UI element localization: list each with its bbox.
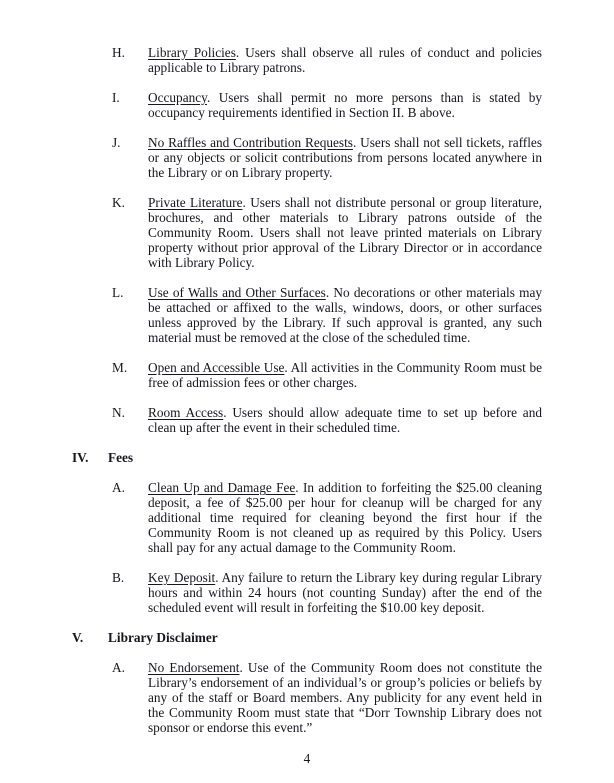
- item-title: No Raffles and Contribution Requests: [148, 135, 353, 150]
- item-title: Clean Up and Damage Fee: [148, 480, 296, 495]
- item-paragraph: [148, 285, 542, 345]
- item-paragraph: [148, 195, 542, 270]
- section-marker: IV.: [72, 450, 89, 465]
- item-marker: N.: [112, 405, 125, 420]
- item-body: . In addition to forfeiting the $25.00 cleaning deposit, a fee of $25.00 per hour for cleanup will be charged for any additional time required for cleaning beyond the first hour if the Community Room is not cleaned up as required by this Policy. Users shall pay for any actual damage to the Community Room.: [148, 480, 543, 555]
- item-body: . Users shall not distribute personal or group literature, brochures, and other materials to Library patrons outside of the Community Room. Users shall not leave printed materials on Library property without prior approval of the Library Director or in accordance with Library Policy.: [148, 195, 542, 270]
- item-marker: K.: [112, 195, 125, 210]
- item-title: Occupancy: [148, 90, 207, 105]
- disclaimer-item-a: [0, 660, 614, 735]
- item-marker: A.: [112, 660, 125, 675]
- item-marker: J.: [112, 135, 121, 150]
- policy-item-n: [0, 405, 614, 435]
- section-marker: V.: [72, 630, 84, 645]
- policy-item-l: [0, 285, 614, 345]
- section-title: Fees: [108, 450, 134, 465]
- item-paragraph: [148, 660, 542, 735]
- item-body: . Users should allow adequate time to set up before and clean up after the event in their scheduled time.: [148, 405, 542, 435]
- item-paragraph: [148, 405, 542, 435]
- item-title: Room Access: [148, 405, 224, 420]
- item-body: . No decorations or other materials may be attached or affixed to the walls, windows, doors, or other surfaces unless approved by the Library. If such approval is granted, any such material must be removed at the close of the scheduled time.: [148, 285, 542, 345]
- policy-item-h: [0, 45, 614, 75]
- item-body: . Use of the Community Room does not constitute the Library’s endorsement of an individual’s or group’s policies or beliefs by any of the staff or Board members. Any publicity for any event held in the Community Room must state that “Dorr Township Library does not sponsor or endorse this event.”: [148, 660, 542, 735]
- item-marker: A.: [112, 480, 125, 495]
- fee-item-a: [0, 480, 614, 555]
- item-paragraph: [148, 45, 542, 75]
- item-body: . Any failure to return the Library key during regular Library hours and within 24 hours (not counting Sunday) after the end of the scheduled event will result in forfeiting the $10.00 key deposit.: [148, 570, 542, 615]
- item-marker: L.: [112, 285, 124, 300]
- item-body: . Users shall not sell tickets, raffles or any objects or solicit contributions from persons located anywhere in the Library or on Library property.: [148, 135, 542, 180]
- item-paragraph: [148, 480, 542, 555]
- policy-item-m: [0, 360, 614, 390]
- fee-item-b: [0, 570, 614, 615]
- section-title: Library Disclaimer: [108, 630, 218, 645]
- section-heading-fees: [0, 450, 614, 465]
- policy-item-j: [0, 135, 614, 180]
- item-title: Open and Accessible Use: [148, 360, 285, 375]
- item-paragraph: [148, 90, 542, 120]
- item-title: Private Literature: [148, 195, 243, 210]
- item-body: . Users shall permit no more persons than is stated by occupancy requirements identified in Section II. B above.: [148, 90, 542, 120]
- item-marker: B.: [112, 570, 125, 585]
- item-paragraph: [148, 135, 542, 180]
- item-title: No Endorsement: [148, 660, 240, 675]
- item-title: Key Deposit: [148, 570, 216, 585]
- item-marker: M.: [112, 360, 128, 375]
- item-marker: H.: [112, 45, 125, 60]
- item-marker: I.: [112, 90, 120, 105]
- item-title: Use of Walls and Other Surfaces: [148, 285, 326, 300]
- item-title: Library Policies: [148, 45, 236, 60]
- item-body: . Users shall observe all rules of conduct and policies applicable to Library patrons.: [148, 45, 542, 75]
- policy-item-k: [0, 195, 614, 270]
- item-paragraph: [148, 570, 542, 615]
- page-number: 4: [303, 751, 311, 766]
- item-paragraph: [148, 360, 542, 390]
- section-heading-library-disclaimer: [0, 630, 614, 645]
- policy-item-i: [0, 90, 614, 120]
- item-body: . All activities in the Community Room must be free of admission fees or other charges.: [148, 360, 542, 390]
